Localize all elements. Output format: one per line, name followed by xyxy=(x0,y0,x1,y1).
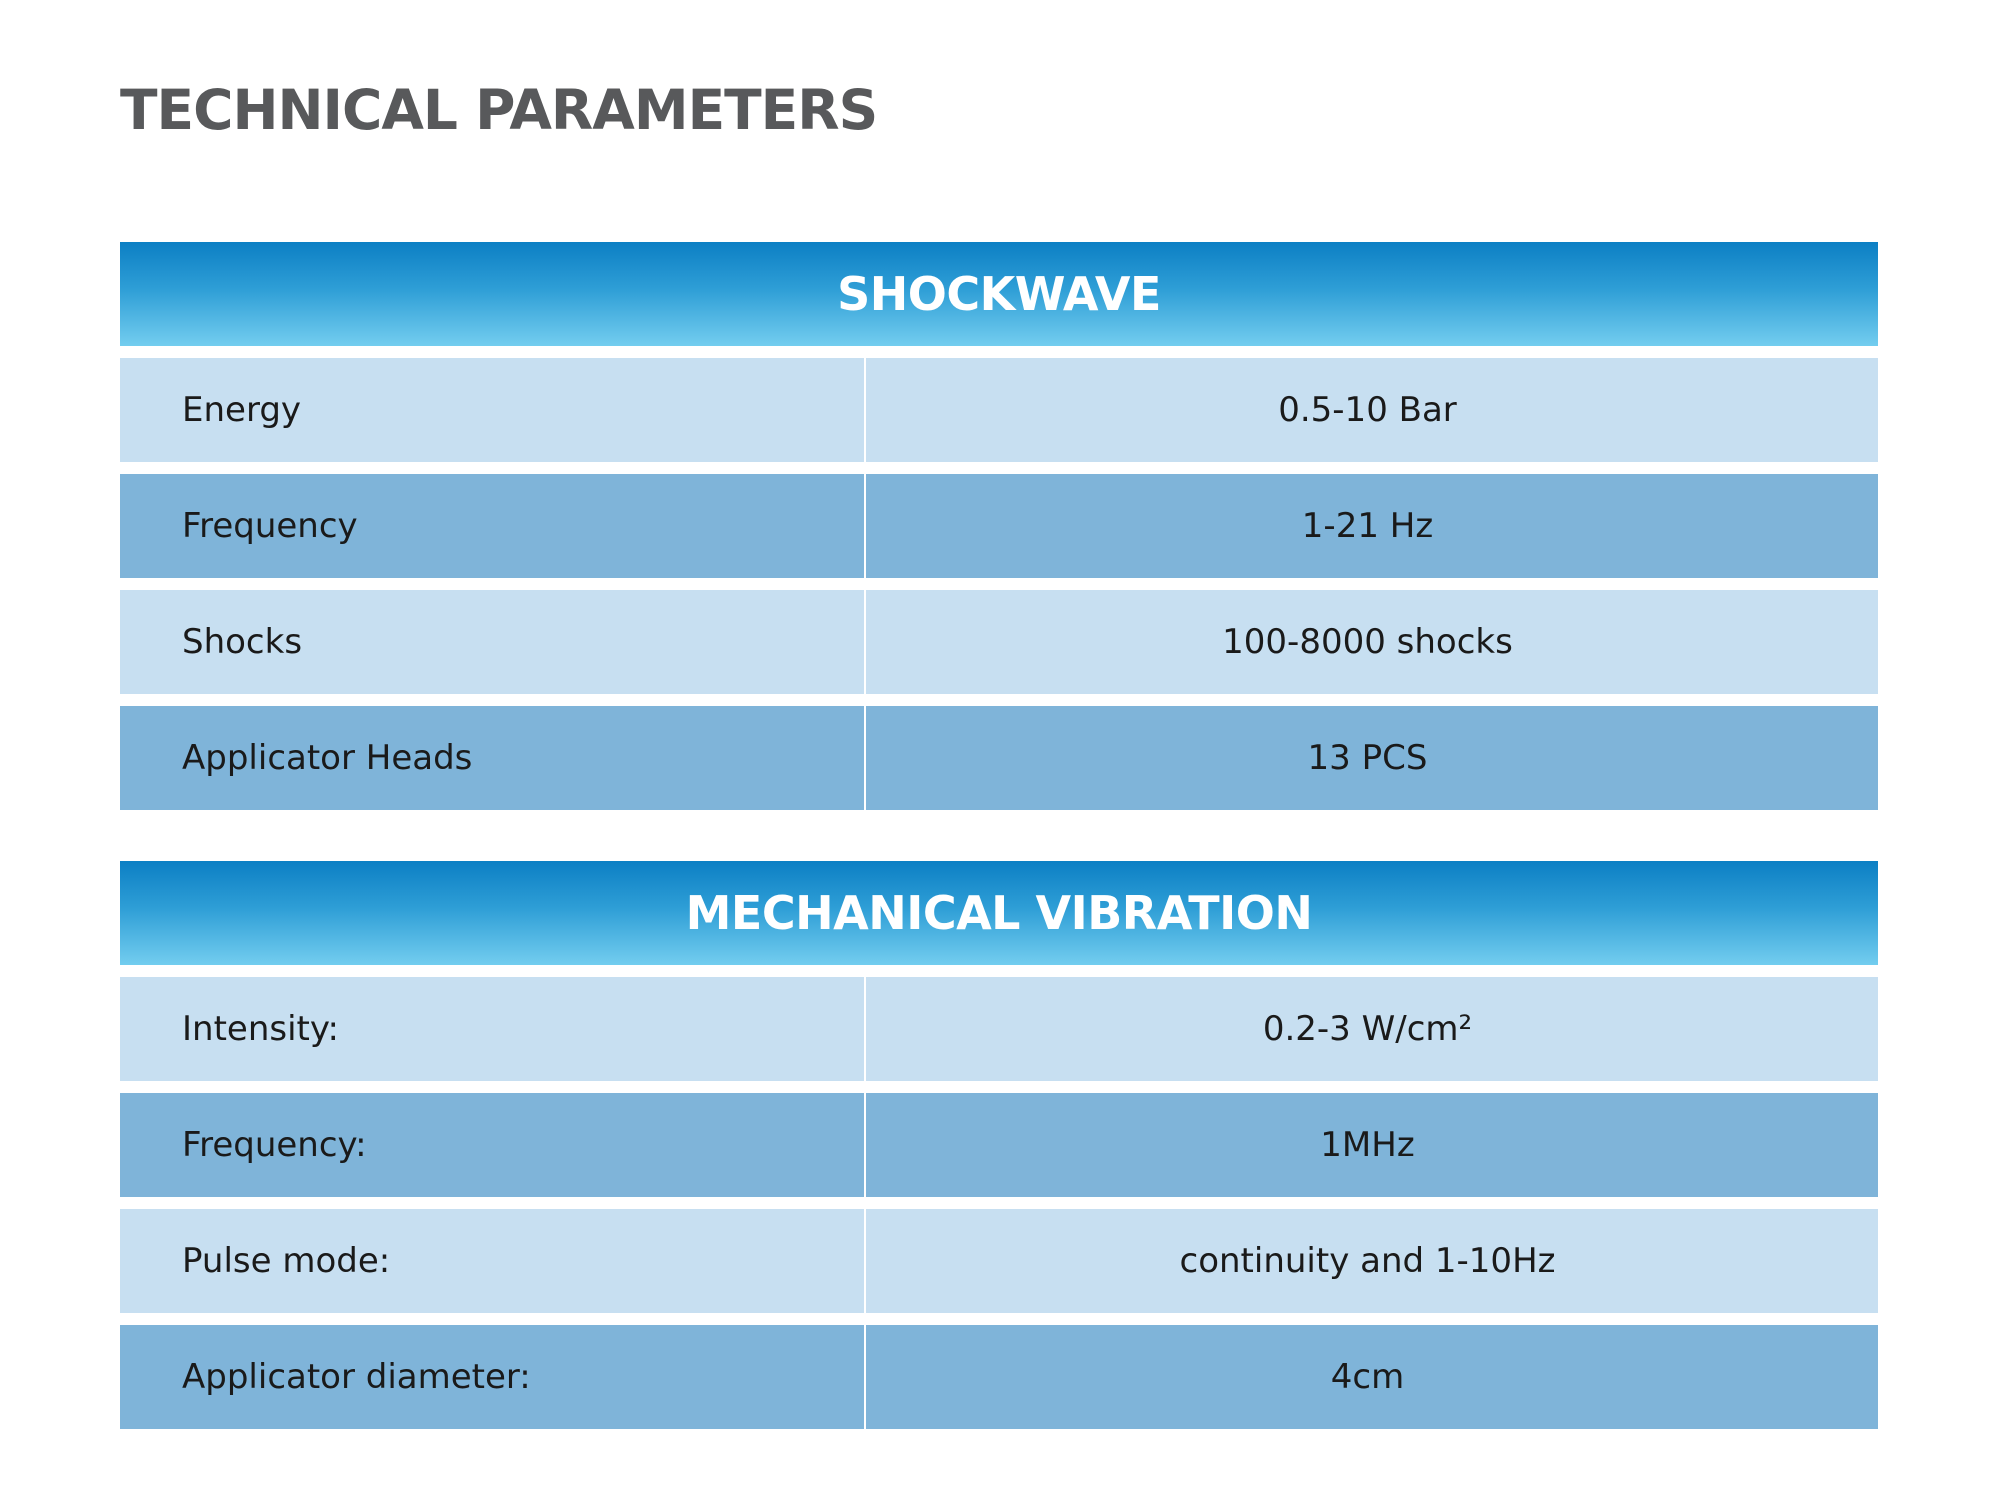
table-row xyxy=(120,358,1878,462)
spec-label: Energy xyxy=(120,358,865,462)
spec-label: Intensity: xyxy=(120,977,865,1081)
vibration-table-header: MECHANICAL VIBRATION xyxy=(120,861,1878,965)
spec-value: 1MHz xyxy=(865,1093,1878,1197)
spec-label: Applicator diameter: xyxy=(120,1325,865,1429)
spec-value: 100-8000 shocks xyxy=(865,590,1878,694)
table-row xyxy=(120,1093,1878,1197)
spacer-row xyxy=(120,1197,1878,1209)
table-header-row xyxy=(120,861,1878,965)
table-row xyxy=(120,1209,1878,1313)
shockwave-table-header: SHOCKWAVE xyxy=(120,242,1878,346)
spec-value: 1-21 Hz xyxy=(865,474,1878,578)
spec-label: Pulse mode: xyxy=(120,1209,865,1313)
table-row xyxy=(120,590,1878,694)
spec-label: Frequency: xyxy=(120,1093,865,1197)
spacer-row xyxy=(120,578,1878,590)
spacer-row xyxy=(120,346,1878,358)
spacer-row xyxy=(120,1081,1878,1093)
spec-value: 4cm xyxy=(865,1325,1878,1429)
spacer-row xyxy=(120,694,1878,706)
spec-value: continuity and 1-10Hz xyxy=(865,1209,1878,1313)
spec-value: 0.5-10 Bar xyxy=(865,358,1878,462)
spacer-row xyxy=(120,1313,1878,1325)
spec-label: Frequency xyxy=(120,474,865,578)
table-row xyxy=(120,706,1878,810)
mechanical-vibration-specs-table xyxy=(120,861,1878,1429)
table-row xyxy=(120,474,1878,578)
spec-label: Shocks xyxy=(120,590,865,694)
page-title: TECHNICAL PARAMETERS xyxy=(120,78,878,142)
spec-value: 13 PCS xyxy=(865,706,1878,810)
spacer-row xyxy=(120,965,1878,977)
table-header-row xyxy=(120,242,1878,346)
spec-label: Applicator Heads xyxy=(120,706,865,810)
table-row xyxy=(120,977,1878,1081)
spec-value: 0.2-3 W/cm² xyxy=(865,977,1878,1081)
table-row xyxy=(120,1325,1878,1429)
spacer-row xyxy=(120,462,1878,474)
shockwave-specs-table xyxy=(120,242,1878,810)
